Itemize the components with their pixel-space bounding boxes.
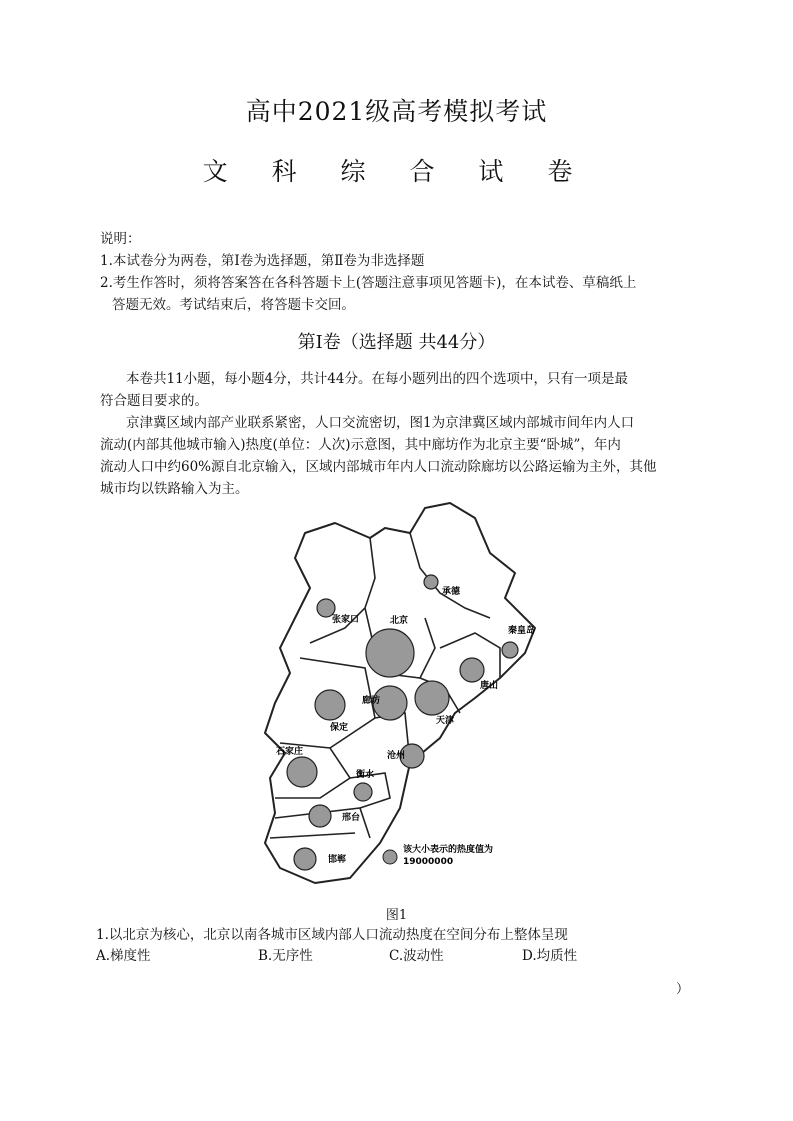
city-bubble [424,575,438,589]
city-label: 廊坊 [362,696,381,706]
intro-line-1: 本卷共11小题，每小题4分，共计44分。在每小题列出的四个选项中，只有一项是最 [126,371,628,387]
city-bubble [502,642,518,658]
city-bubble [287,757,317,787]
instructions-heading: 说明： [100,231,141,247]
material-line-4: 城市均以铁路输入为主。 [100,481,249,497]
city-bubble [309,805,331,827]
exam-subtitle: 文 科 综 合 试 卷 [202,157,591,186]
city-bubble [460,658,484,682]
option-d: D.均质性 [522,948,578,964]
city-bubble [354,783,372,801]
city-label: 秦皇岛 [508,626,536,636]
city-bubble [366,629,414,677]
city-label: 衡水 [356,770,375,780]
city-label: 天津 [436,716,455,726]
instruction-item-2: 2.考生作答时，须将答案答在各科答题卡上(答题注意事项见答题卡)，在本试卷、草稿纸上 [100,275,637,291]
city-label: 保定 [330,723,349,733]
option-a: A.梯度性 [96,948,151,964]
city-label: 邢台 [342,813,361,823]
city-bubble [415,681,449,715]
option-b: B.无序性 [258,948,313,964]
material-line-1: 京津冀区域内部产业联系紧密，人口交流密切，图1为京津冀区域内部城市间年内人口 [126,415,635,431]
instruction-item-2-cont: 答题无效。考试结束后，将答题卡交回。 [112,297,355,313]
instruction-item-1: 1.本试卷分为两卷，第Ⅰ卷为选择题，第Ⅱ卷为非选择题 [100,253,425,269]
exam-title: 高中2021级高考模拟考试 [245,97,548,126]
legend-bubble [383,850,397,864]
city-label: 石家庄 [276,747,304,757]
answer-paren: ） [676,982,690,997]
material-line-2: 流动(内部其他城市输入)热度(单位：人次)示意图，其中廊坊作为北京主要“卧城”，年内 [100,437,621,453]
city-label: 沧州 [387,751,406,761]
city-bubble [315,690,345,720]
city-label: 邯郸 [328,855,347,865]
legend-text-1: 该大小表示的热度值为 [403,845,494,855]
intro-line-2: 符合题目要求的。 [100,393,208,409]
city-label: 张家口 [332,615,360,625]
jingjinji-map [260,498,550,893]
figure-caption: 图1 [385,908,408,923]
material-line-3: 流动人口中约60%源自北京输入，区域内部城市年内人口流动除廊坊以公路运输为主外，其他 [100,459,657,475]
section-title: 第Ⅰ卷（选择题 共44分） [297,332,496,353]
city-label: 唐山 [480,681,499,691]
question-stem: 1.以北京为核心，北京以南各城市区域内部人口流动热度在空间分布上整体呈现 [96,927,568,943]
legend-text-2: 19000000 [403,857,454,867]
city-label: 承德 [442,587,461,597]
option-c: C.波动性 [389,948,444,964]
city-label: 北京 [390,616,409,626]
city-bubble [294,848,316,870]
